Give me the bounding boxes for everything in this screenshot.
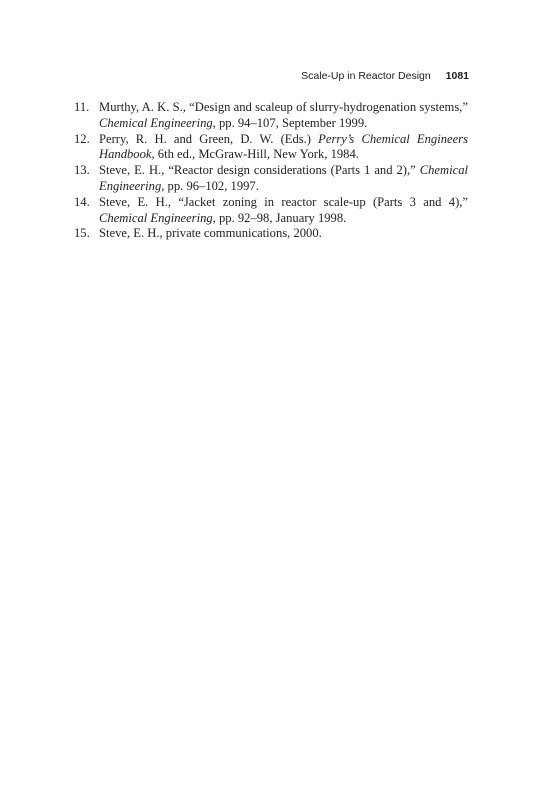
- reference-text: [99, 100, 468, 130]
- reference-text-part: Steve, E. H., “Reactor design considerations (Parts 1 and 2),”: [99, 163, 420, 178]
- running-head-title: Scale-Up in Reactor Design: [301, 70, 431, 82]
- reference-item: [74, 132, 468, 164]
- reference-list: [74, 100, 468, 242]
- running-head: [301, 69, 469, 83]
- reference-text-part: 6th ed., McGraw-Hill, New York, 1984.: [154, 147, 359, 162]
- reference-number: 15.: [74, 226, 90, 241]
- reference-text-part: pp. 96–102, 1997.: [164, 178, 259, 193]
- journal-title: Chemical Engineering,: [99, 163, 468, 193]
- reference-text-part: Murthy, A. K. S., “Design and scaleup of slurry-hydrogenation systems,”: [99, 100, 468, 114]
- journal-title: Chemical Engineering,: [99, 210, 216, 225]
- reference-text-part: Steve, E. H., “Jacket zoning in reactor scale-up (Parts 3 and 4),”: [99, 194, 468, 209]
- reference-text: [99, 132, 468, 162]
- reference-text-part: Steve, E. H., private communications, 2000.: [99, 226, 322, 241]
- reference-text-part: pp. 94–107, September 1999.: [215, 115, 368, 130]
- reference-text: [99, 195, 468, 225]
- book-title: Perry’s Chemical Engineers Handbook,: [99, 131, 468, 162]
- reference-item: [74, 163, 468, 195]
- reference-text-part: pp. 92–98, January 1998.: [215, 210, 347, 225]
- page-number: 1081: [445, 70, 469, 82]
- reference-item: [74, 226, 468, 242]
- reference-number: 14.: [74, 194, 90, 209]
- journal-title: Chemical Engineering,: [99, 115, 216, 130]
- reference-text: [99, 163, 468, 193]
- reference-number: 12.: [74, 131, 90, 146]
- reference-item: [74, 100, 468, 132]
- reference-text: [99, 226, 322, 240]
- reference-number: 11.: [74, 100, 90, 114]
- reference-number: 13.: [74, 163, 90, 178]
- reference-text-part: Perry, R. H. and Green, D. W. (Eds.): [99, 131, 319, 146]
- reference-item: [74, 195, 468, 227]
